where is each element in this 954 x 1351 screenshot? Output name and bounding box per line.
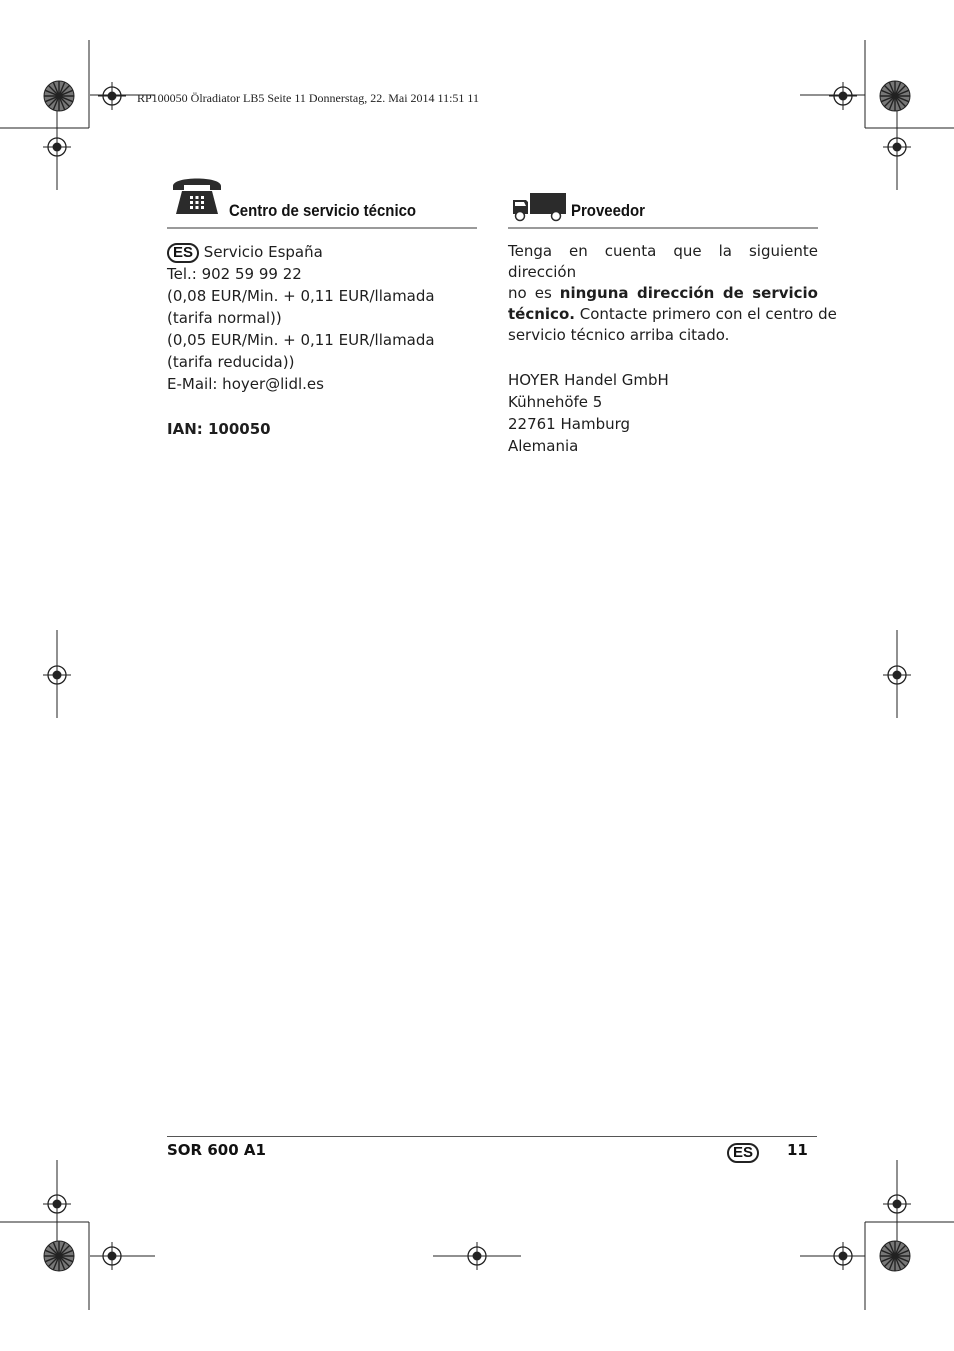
truck-icon <box>512 192 566 222</box>
supplier-intro-line-2: no es ninguna dirección de servicio <box>508 284 818 302</box>
address-street: Kühnehöfe 5 <box>508 393 603 411</box>
country-badge: ES <box>167 243 199 263</box>
supplier-intro-line-1: Tenga en cuenta que la siguiente dirección <box>508 242 818 281</box>
service-line-1 <box>167 241 477 263</box>
address-city: 22761 Hamburg <box>508 415 631 433</box>
supplier-intro-line-4: servicio técnico arriba citado. <box>508 326 730 344</box>
footer-country-badge: ES <box>727 1143 759 1163</box>
section-title: Proveedor <box>571 201 646 220</box>
supplier-address <box>508 369 818 457</box>
rate-reduced-line: (0,05 EUR/Min. + 0,11 EUR/llamada <box>167 331 435 349</box>
model-number: SOR 600 A1 <box>167 1141 266 1159</box>
section-divider <box>508 227 818 229</box>
section-divider <box>167 227 477 229</box>
service-contact-block <box>167 241 477 440</box>
section-title: Centro de servicio técnico <box>229 201 417 220</box>
rate-normal-note: (tarifa normal)) <box>167 309 282 327</box>
supplier-info-block <box>508 241 837 457</box>
service-country-text: Servicio España <box>203 243 323 261</box>
address-company: HOYER Handel GmbH <box>508 371 669 389</box>
footer-divider <box>167 1136 817 1137</box>
print-header: RP100050 Ölradiator LB5 Seite 11 Donnerstag, 22. Mai 2014 11:51 11 <box>137 91 479 105</box>
ian-number: IAN: 100050 <box>167 420 271 438</box>
supplier-intro-line-3: técnico. Contacte primero con el centro de <box>508 305 837 323</box>
phone-line: Tel.: 902 59 99 22 <box>167 265 302 283</box>
telephone-icon <box>170 172 224 216</box>
email-line: E-Mail: hoyer@lidl.es <box>167 375 324 393</box>
rate-normal-line: (0,08 EUR/Min. + 0,11 EUR/llamada <box>167 287 435 305</box>
rate-reduced-note: (tarifa reducida)) <box>167 353 295 371</box>
page-number: 11 <box>787 1141 808 1159</box>
address-country: Alemania <box>508 437 579 455</box>
